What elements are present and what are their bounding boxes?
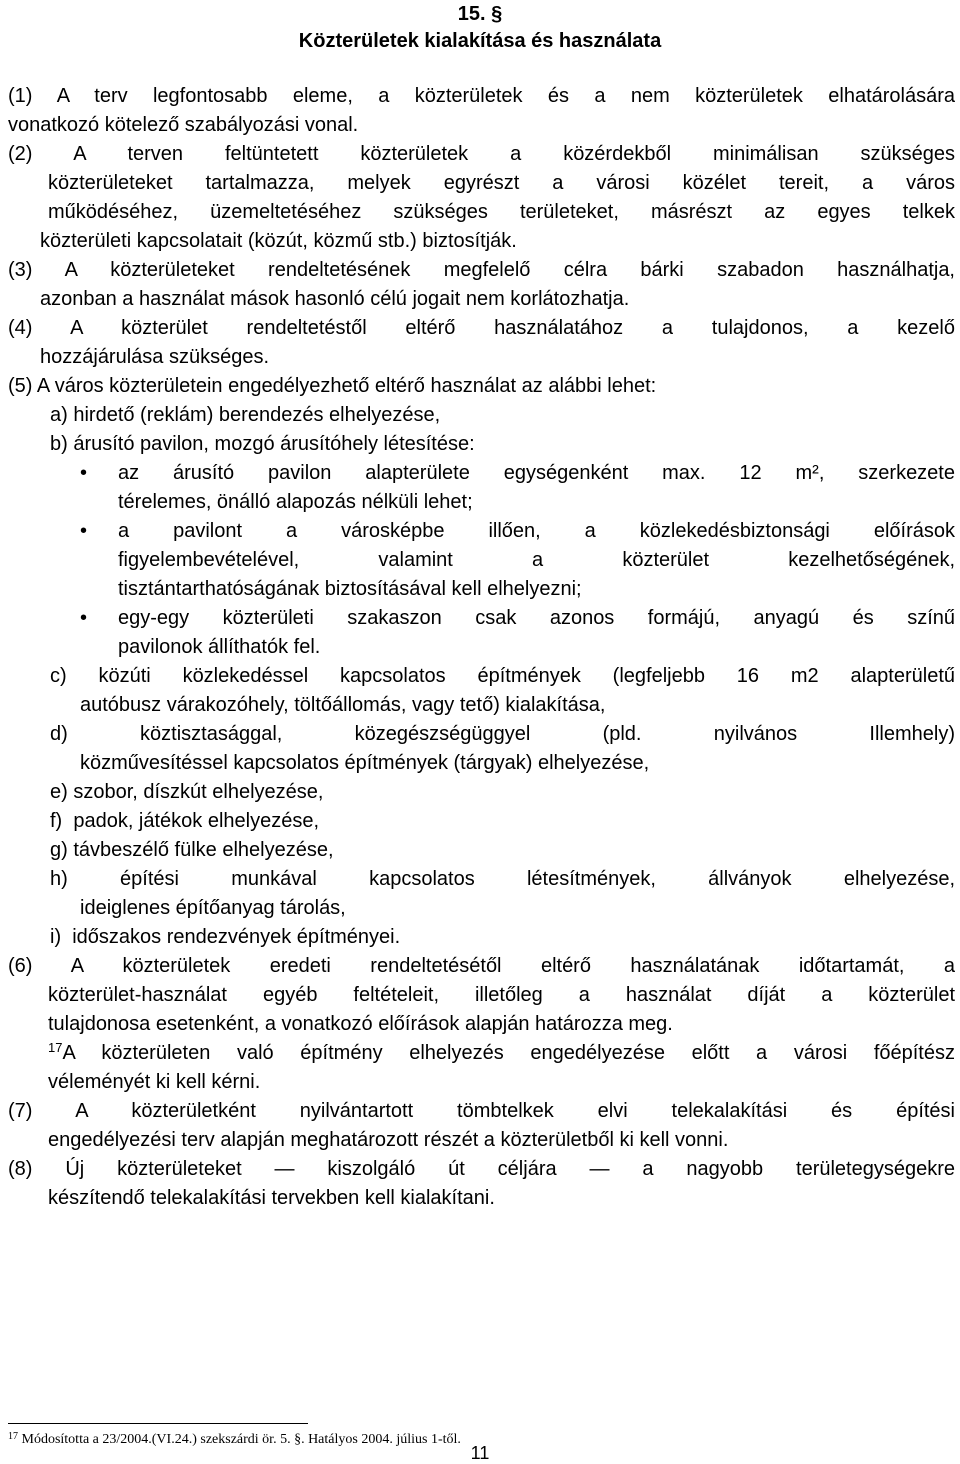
amendment-line: $^{17}$A közterületen való építmény elhelyezés engedélyezése előtt a városi főépítész: [48, 1040, 955, 1064]
list-item-g: g) távbeszélő fülke elhelyezése,: [50, 839, 334, 861]
paragraph-3: [8, 256, 955, 314]
paragraph-4: [8, 314, 955, 372]
list-item-c: c) közúti közlekedéssel kapcsolatos építmények (legfeljebb 16 m2 alapterületű: [50, 665, 955, 687]
paragraph-2: [8, 140, 955, 256]
text-line: engedélyezési terv alapján meghatározott részét a közterületből ki kell vonni.: [48, 1129, 729, 1151]
paragraph-6: [8, 952, 955, 1097]
text-line: (3) A közterületeket rendeltetésének megfelelő célra bárki szabadon használhatja,: [8, 259, 955, 281]
text-line: (5) A város közterületein engedélyezhető eltérő használat az alábbi lehet:: [8, 375, 657, 397]
footnote-number: 17: [8, 1431, 18, 1442]
paragraph-7: [8, 1097, 955, 1155]
text-line: azonban a használat mások hasonló célú jogait nem korlátozhatja.: [40, 288, 630, 310]
text-line: autóbusz várakozóhely, töltőállomás, vagy tető) kialakítása,: [80, 694, 606, 716]
footnote-divider: [8, 1423, 308, 1424]
bullet-icon: •: [80, 462, 88, 484]
text-line: közterület-használat egyéb feltételeit, illetőleg a használat díját a közterület: [48, 984, 955, 1006]
list-item-a: a) hirdető (reklám) berendezés elhelyezése,: [50, 404, 441, 426]
footnote-ref: 17: [48, 1040, 63, 1055]
text-line: közterületeket tartalmazza, melyek egyrészt a városi közélet tereit, a város: [48, 172, 955, 194]
page-number: 11: [470, 1443, 490, 1463]
bullet-icon: •: [80, 607, 88, 629]
list-item-f: f) padok, játékok elhelyezése,: [50, 810, 320, 832]
text-line: pavilonok állíthatók fel.: [118, 636, 321, 658]
paragraph-8: [8, 1155, 955, 1213]
list-item-d: d) köztisztasággal, közegészségüggyel (pld. nyilvános Illemhely): [50, 723, 955, 745]
text-line: térelemes, önálló alapozás nélküli lehet;: [118, 491, 473, 513]
bullet-item-1: • az árusító pavilon alapterülete egységenként max. 12 m², szerkezete: [8, 459, 955, 488]
list-item-i: i) időszakos rendezvények építményei.: [50, 926, 401, 948]
text-line: ideiglenes építőanyag tárolás,: [80, 897, 346, 919]
text-line: (7) A közterületként nyilvántartott tömbtelkek elvi telekalakítási és építési: [8, 1100, 955, 1122]
text-line: tulajdonosa esetenként, a vonatkozó előírások alapján határozza meg.: [48, 1013, 673, 1035]
text-line: (6) A közterületek eredeti rendeltetésétől eltérő használatának időtartamát, a: [8, 955, 955, 977]
text-line: (4) A közterület rendeltetéstől eltérő használatához a tulajdonos, a kezelő: [8, 317, 955, 339]
list-item-h: h) építési munkával kapcsolatos létesítmények, állványok elhelyezése,: [50, 868, 955, 890]
text-line: (1) A terv legfontosabb eleme, a közterületek és a nem közterületek elhatárolására: [8, 85, 955, 107]
bullet-icon: •: [80, 520, 88, 542]
text-line: működéséhez, üzemeltetéséhez szükséges területeket, másrészt az egyes telkek: [48, 201, 955, 223]
text-line: tisztántarthatóságának biztosításával kell elhelyezni;: [118, 578, 582, 600]
text-line: vonatkozó kötelező szabályozási vonal.: [8, 114, 359, 136]
text-line: közterületi kapcsolatait (közút, közmű stb.) biztosítják.: [40, 230, 517, 252]
text-line: készítendő telekalakítási tervekben kell kialakítani.: [48, 1187, 495, 1209]
text-line: véleményét ki kell kérni.: [48, 1071, 261, 1093]
footnote-text: Módosította a 23/2004.(VI.24.) szekszárdi ör. 5. §. Hatályos 2004. július 1-től.: [21, 1432, 461, 1447]
text-line: hozzájárulása szükséges.: [40, 346, 270, 368]
list-item-e: e) szobor, díszkút elhelyezése,: [50, 781, 324, 803]
text-line: (2) A terven feltüntetett közterületek a közérdekből minimálisan szükséges: [8, 143, 955, 165]
text-line: közművesítéssel kapcsolatos építmények (tárgyak) elhelyezése,: [80, 752, 650, 774]
list-item-b: b) árusító pavilon, mozgó árusítóhely létesítése:: [50, 433, 475, 455]
section-number: 15. §: [457, 3, 503, 25]
bullet-item-3: • egy-egy közterületi szakaszon csak azonos formájú, anyagú és színű: [8, 604, 955, 633]
paragraph-5: [8, 372, 955, 952]
bullet-item-2: • a pavilont a városképbe illően, a közlekedésbiztonsági előírások: [8, 517, 955, 546]
text-line: (8) Új közterületeket — kiszolgáló út céljára — a nagyobb területegységekre: [8, 1158, 955, 1180]
section-title: Közterületek kialakítása és használata: [298, 30, 662, 52]
paragraph-1: [8, 82, 955, 140]
text-line: figyelembevételével, valamint a közterület kezelhetőségének,: [118, 549, 955, 571]
